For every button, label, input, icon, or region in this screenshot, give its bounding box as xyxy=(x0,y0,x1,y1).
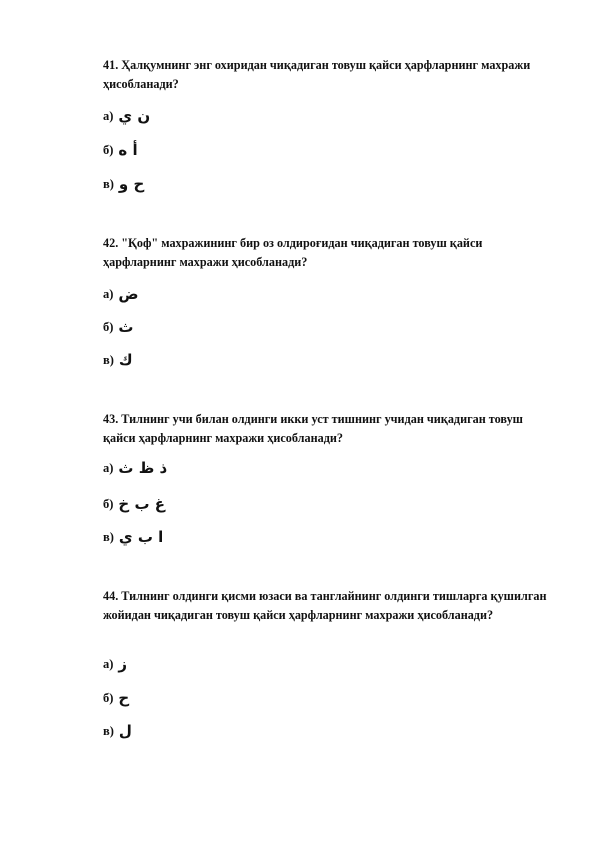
question-42-option-b xyxy=(103,317,134,337)
option-letter: а) xyxy=(103,109,114,123)
question-44-option-a xyxy=(103,654,127,674)
question-44-option-b xyxy=(103,688,129,708)
option-letter: в) xyxy=(103,724,114,738)
question-41-option-c xyxy=(103,174,144,194)
option-arabic: ز xyxy=(118,655,128,673)
option-arabic: ذ ظ ث xyxy=(118,459,168,477)
question-42-text: 42. "Қоф" махражининг бир оз олдироғидан чиқадиган товуш қайси ҳарфларнинг махражи ҳисобланади? xyxy=(103,236,483,269)
option-letter: а) xyxy=(103,461,114,475)
question-41-option-a xyxy=(103,106,150,126)
question-41-text: 41. Ҳалқумнинг энг охиридан чиқадиган товуш қайси ҳарфларнинг махражи ҳисобланади? xyxy=(103,58,531,91)
option-arabic: ث xyxy=(118,318,134,336)
option-arabic: ك xyxy=(118,351,133,369)
option-arabic: ن ي xyxy=(118,107,151,125)
question-43-option-b xyxy=(103,494,165,514)
question-43-option-a xyxy=(103,458,167,478)
option-arabic: ا ب ي xyxy=(118,528,164,546)
question-44-option-c xyxy=(103,721,132,741)
option-letter: б) xyxy=(103,320,114,334)
option-letter: а) xyxy=(103,657,114,671)
option-arabic: ض xyxy=(118,285,139,303)
option-letter: в) xyxy=(103,530,114,544)
question-42-option-c xyxy=(103,350,133,370)
option-letter: б) xyxy=(103,143,114,157)
option-arabic: ح و xyxy=(118,175,145,193)
option-arabic: غ ب خ xyxy=(118,495,165,513)
question-43-option-c xyxy=(103,527,163,547)
question-42-option-a xyxy=(103,284,139,304)
option-letter: а) xyxy=(103,287,114,301)
option-arabic: ح xyxy=(118,689,130,707)
question-44-text: 44. Тилнинг олдинги қисми юзаси ва танглайнинг олдинги тишларга қушилган жойидан чиқадиган товуш қайси ҳарфларнинг махражи ҳисобланади? xyxy=(103,589,547,622)
option-letter: б) xyxy=(103,691,114,705)
question-41-option-b xyxy=(103,140,138,160)
option-letter: в) xyxy=(103,353,114,367)
option-letter: в) xyxy=(103,177,114,191)
option-arabic: ل xyxy=(118,722,132,740)
option-letter: б) xyxy=(103,497,114,511)
option-arabic: أ ه xyxy=(118,141,138,159)
question-43-text: 43. Тилнинг учи билан олдинги икки уст тишнинг учидан чиқадиган товуш қайси ҳарфларнинг махражи ҳисобланади? xyxy=(103,412,523,445)
